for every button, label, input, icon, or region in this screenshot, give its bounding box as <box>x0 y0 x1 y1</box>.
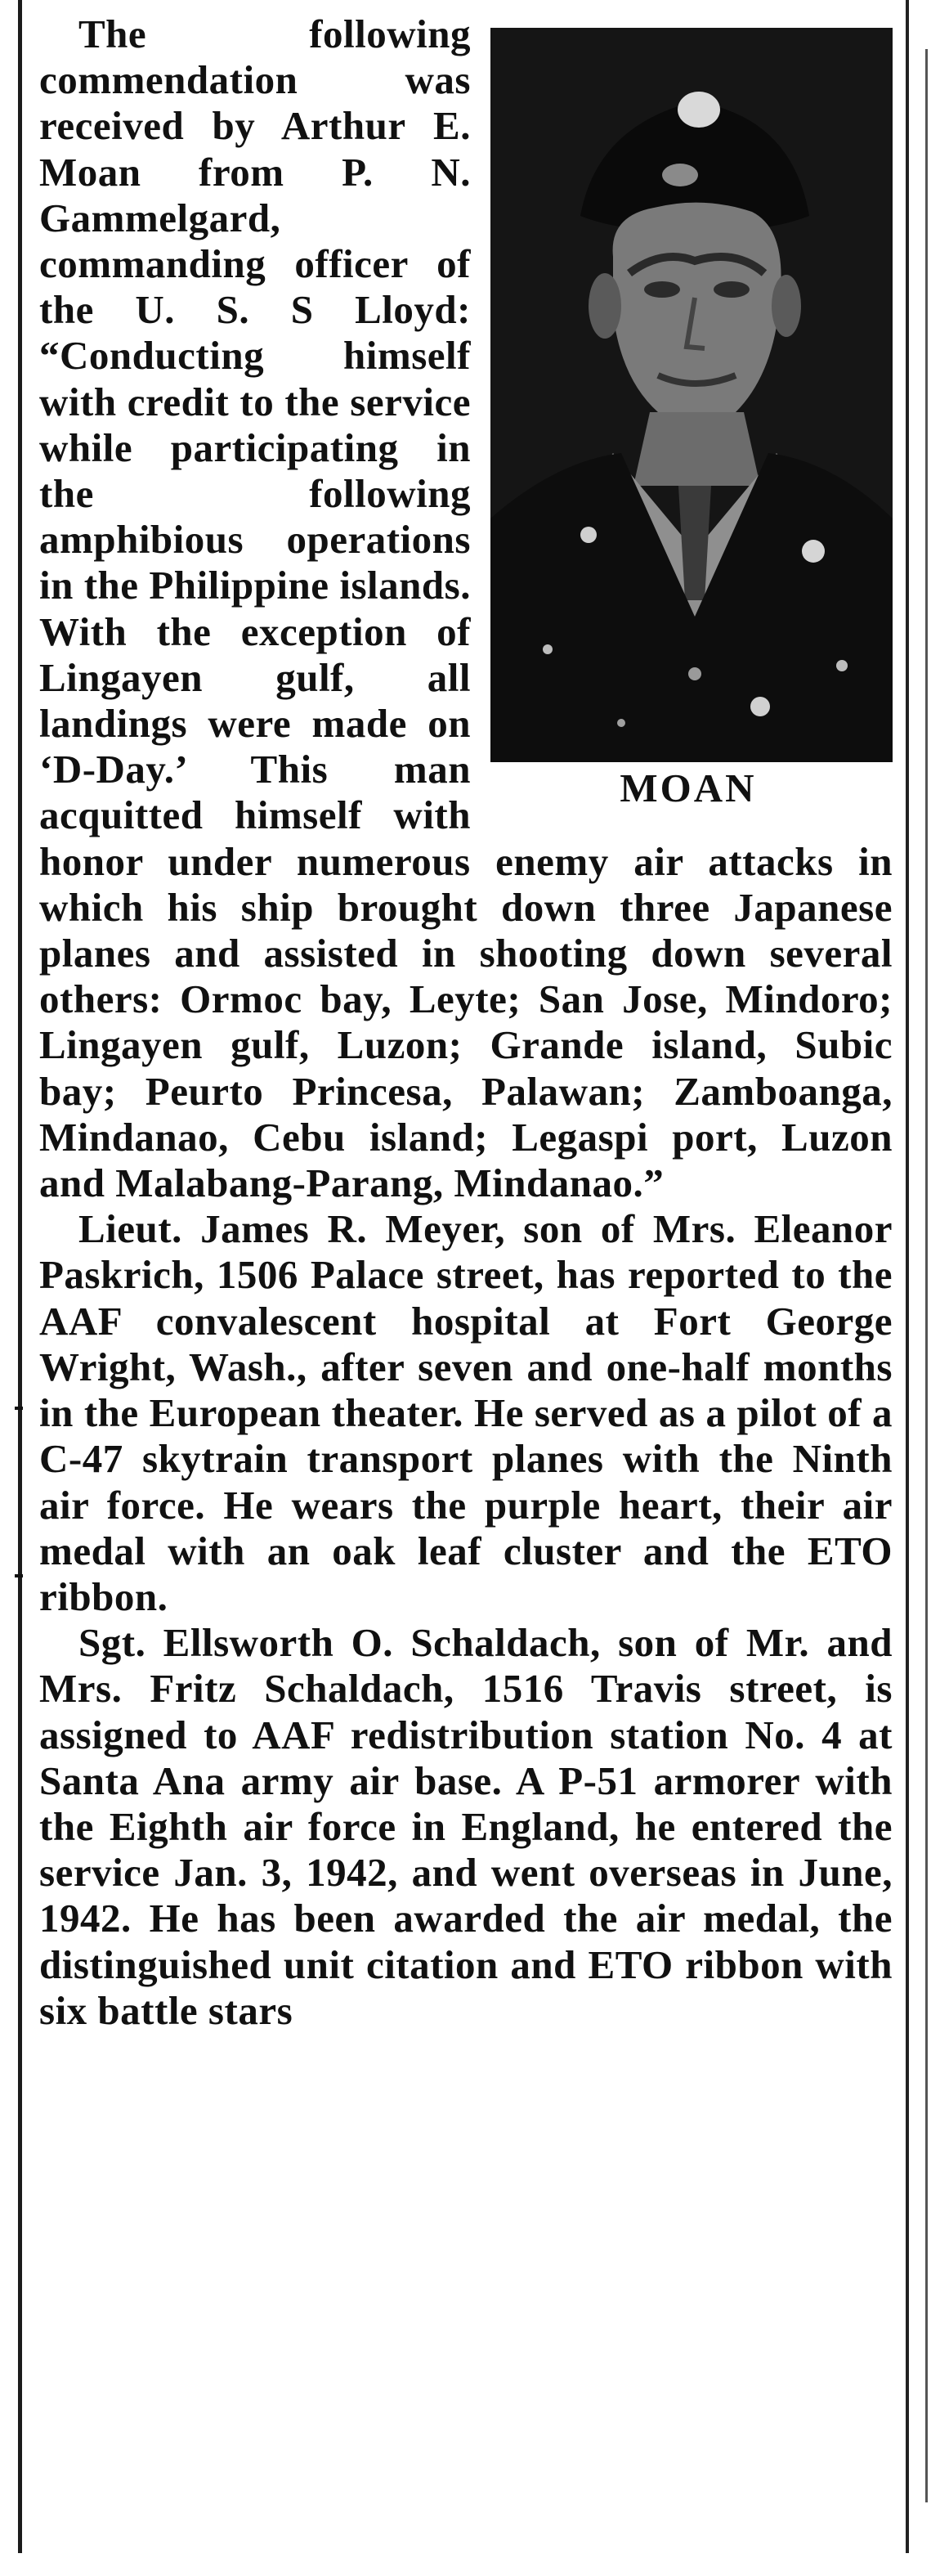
intro-section <box>39 11 893 1206</box>
column-rule-mark <box>15 1407 23 1410</box>
column-rule-mark <box>15 1574 23 1577</box>
portrait-figure <box>484 28 893 811</box>
meyer-paragraph: Lieut. James R. Meyer, son of Mrs. Eleanor Paskrich, 1506 Palace street, has reported to the AAF convalescent hospital at Fort George Wright, Wash., after seven and one-half months in the European theater. He served as a pilot of a C-47 skytrain transport planes with the Ninth air force. He wears the purple heart, their air medal with an oak leaf cluster and the ETO ribbon. <box>39 1206 893 1619</box>
column-rule-left <box>18 0 22 2576</box>
photo-caption: MOAN <box>620 765 757 810</box>
schaldach-paragraph: Sgt. Ellsworth O. Schaldach, son of Mr. and Mrs. Fritz Schaldach, 1516 Travis street, is assigned to AAF redistribution station No. 4 at Santa Ana army air base. A P-51 armorer with the Eighth air force in England, he entered the service Jan. 3, 1942, and went overseas in June, 1942. He has been awarded the air medal, the distinguished unit citation and ETO ribbon with six battle stars <box>39 1620 893 2033</box>
portrait-photo <box>490 28 893 762</box>
article-column <box>39 11 893 2034</box>
portrait-image <box>490 28 893 762</box>
clipping-bottom-edge <box>0 2553 940 2576</box>
intro-paragraph: The following commendation was received by Arthur E. Moan from P. N. Gammelgard, commanding officer of the U. S. S Lloyd: “Conducting himself with credit to the service while participating in the following amphibious operations in the Philippine islands. With the exception of Lingayen gulf, all landings were made on ‘D-Day.’ This man acquitted himself with honor under numerous enemy air attacks in which his ship brought down three Japanese planes and assisted in shooting down several others: Ormoc bay, Leyte; San Jose, Mindoro; Lingayen gulf, Luzon; Grande island, Subic bay; Peurto Princesa, Palawan; Zamboanga, Mindanao, Cebu island; Legaspi port, Luzon and Malabang-Parang, Mindanao.” <box>39 11 893 1206</box>
adjacent-column-rule <box>925 49 928 2502</box>
column-rule-right <box>906 0 909 2576</box>
